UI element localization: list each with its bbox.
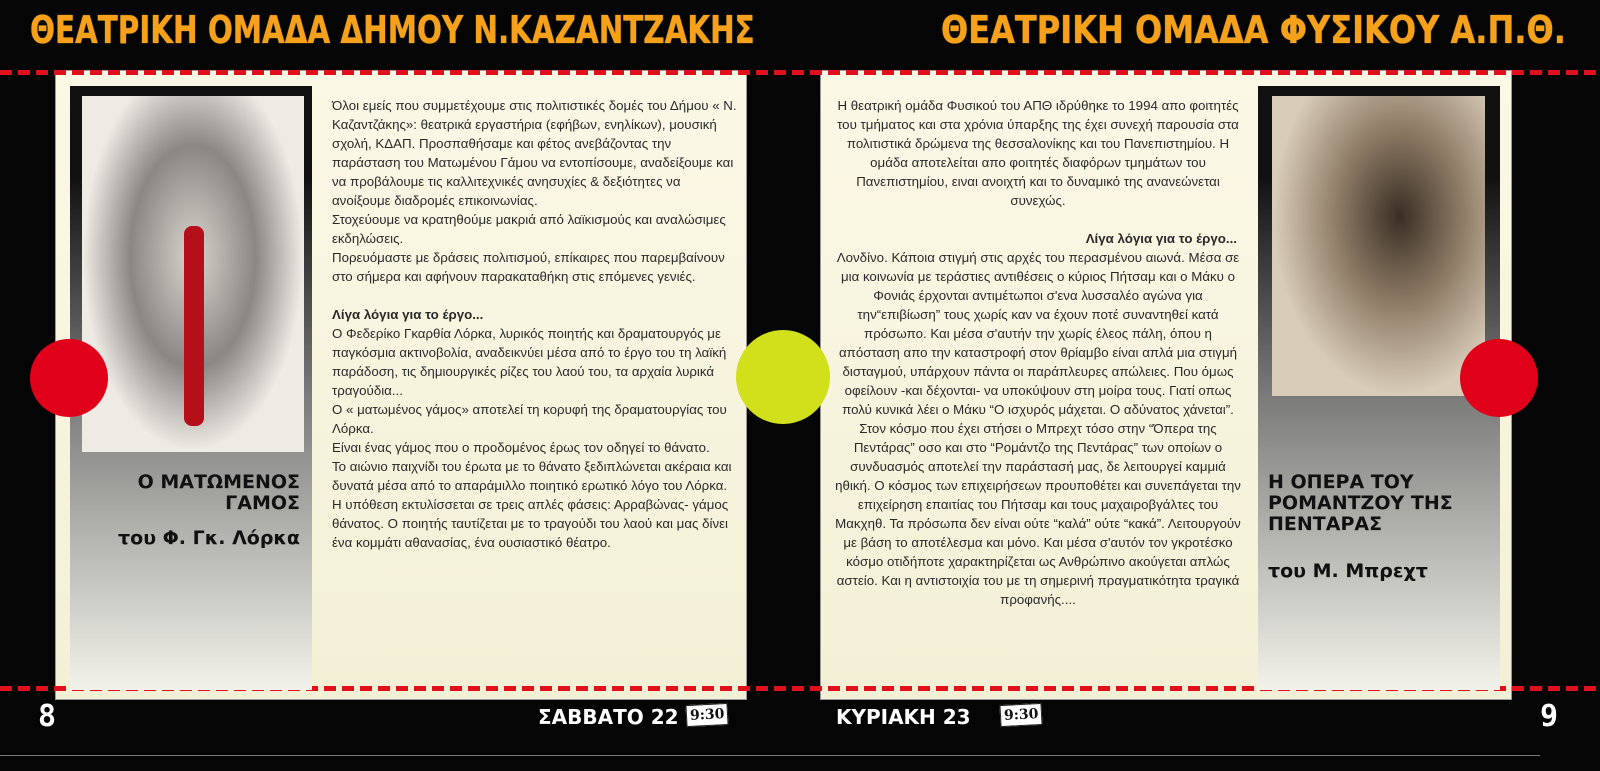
left-day-label: ΣΑΒΒΑΤΟ 22	[538, 705, 679, 729]
left-intro: Όλοι εμείς που συμμετέχουμε στις πολιτιστικές δομές του Δήμου « Ν. Καζαντζάκης»: θεατρικά εργαστήρια (εφήβων, ενηλίκων), μουσική σχολή, ΚΔΑΠ. Προσπαθήσαμε και φέτος ανεβάζοντας την παράσταση του Ματωμένου Γάμου να εντοπίσουμε, αναδείξουμε και να προβάλουμε τις καλλιτεχνικές ανησυχίες & δεξιότητες να ανοίξουμε διαδρομές επικοινωνίας. Στοχεύουμε να κρατηθούμε μακριά από λαϊκισμούς και αναλώσιμες εκδηλώσεις. Πορευόμαστε με δράσεις πολιτισμού, επίκαιρες που παρεμβαίνουν στο σήμερα και αφήνουν παρακαταθήκη στις επόμενες γενιές.	[332, 98, 737, 284]
right-page-number: 9	[1540, 699, 1559, 734]
right-day-label: ΚΥΡΙΑΚΗ 23	[836, 705, 971, 729]
bloody-wedding-artwork	[82, 96, 304, 452]
left-poster-caption	[78, 472, 300, 549]
left-body: Ο Φεδερίκο Γκαρθία Λόρκα, λυρικός ποιητής και δραματουργός με παγκόσμια ακτινοβολία, αναδεικνύει μέσα από το έργο του τη λαϊκή παράδοση, τις δημιουργικές ρίζες του λαού του, τα αρχαία λυρικά τραγούδια... Ο « ματωμένος γάμος» αποτελεί τη κορυφή της δραματουργίας του Λόρκα. Είναι ένας γάμος που ο προδομένος έρως τον οδηγεί το θάνατο. Το αιώνιο παιχνίδι του έρωτα με το θάνατο ξεδιπλώνεται ακέραια και δυνατά μέσα από το απαράμιλλο ποιητικό ερωτικό λόγο του Λόρκα. Η υπόθεση εκτυλίσσεται σε τρεις απλές φάσεις: Αρραβώνας- γάμος θάνατος. Ο ποιητής ταυτίζεται με το τραγούδι του λαού και μας δίνει ένα κομμάτι αθανασίας, ένα ουσιαστικό θέατρο.	[332, 326, 732, 550]
top-dashed-divider	[0, 70, 1600, 75]
left-page-title: ΘΕΑΤΡΙΚΗ ΟΜΑΔΑ ΔΗΜΟΥ Ν.ΚΑΖΑΝΤΖΑΚΗΣ	[30, 8, 755, 52]
green-circle-decoration	[736, 330, 830, 424]
right-body: Λονδίνο. Κάποια στιγμή στις αρχές του περασμένου αιωνά. Μέσα σε μια κοινωνία με τεράστιες αντιθέσεις ο κύριος Πήτσαμ και ο Μάκυ ο Φονιάς έρχονται αντιμέτωποι σ'ενα λυσσαλέο αγώνα για την“επιβίωση” τους χωρίς καν να έχουν ποτέ συναντηθεί κατά πρόσωπο. Και μέσα σ'αυτήν την χωρίς έλεος πάλη, όπου η απόσταση απο την καταστροφή στον θρίαμβο είναι απλά μια στιγμή δισταγμού, υπάρχουν πάντα οι παράπλευρες απώλειες. Που όμως οφείλουν -και δέχονται- να υποκύψουν στη μοίρα τους. Γιατί οπως πολύ κυνικά λέει ο Μάκυ “Ο ισχυρός μάχεται. Ο αδύνατος χάνεται”. Στον κόσμο που έχει στήσει ο Μπρεχτ τόσο στην “Όπερα της Πεντάρας” οσο και στο “Ρομάντζο της Πεντάρας” των οποίων ο συνδυασμός αποτελεί την παράστασή μας, δε λειτουργεί καμμιά ηθική. Ο κόσμος των επιχειρήσεων προυποθέτει και συνεπάγεται την επιχείρηση επαιτίας του Πήτσαμ και τους μαχαιροβγάλτες του Μακχηθ. Τα πρόσωπα δεν είναι ούτε “καλά” ούτε “κακά”. Λειτουργούν με βάση το αποτέλεσμα και μόνο. Και μέσα σ'αυτόν τον γκροτέσκο κόσμο οτιδήποτε χαρακτηρίζεται ως Ανθρώπινο ακούγεται απλώς αστείο. Και η αντιστοιχία του με τη σημερινή πραγματικότητα τραγικά προφανής....	[835, 250, 1241, 607]
right-article	[833, 96, 1243, 609]
right-poster-caption	[1268, 472, 1490, 582]
left-page-number: 8	[38, 699, 57, 734]
right-page-title: ΘΕΑΤΡΙΚΗ ΟΜΑΔΑ ΦΥΣΙΚΟΥ Α.Π.Θ.	[941, 8, 1566, 52]
left-poster-author: του Φ. Γκ. Λόρκα	[118, 527, 300, 549]
left-heading: Λίγα λόγια για το έργο...	[332, 307, 484, 322]
left-article	[332, 96, 740, 552]
right-time-badge: 9:30	[999, 703, 1042, 727]
left-poster-title: Ο ΜΑΤΩΜΕΝΟΣ ΓΑΜΟΣ	[137, 471, 300, 514]
left-time-badge: 9:30	[685, 703, 728, 727]
right-intro: Η θεατρική ομάδα Φυσικού του ΑΠΘ ιδρύθηκε το 1994 απο φοιτητές του τμήματος και στα χρόνια ύπαρξης της έχει συνεχή παρουσία στα πολιτιστικά δρώμενα της θεσσαλονίκης και του Πανεπιστημίου. Η ομάδα αποτελείται απο φοιτητές διαφόρων τμημάτων του Πανεπιστημίου, ειναι ανοιχτή και το δυναμικό της ανανεώνεται συνεχώς.	[837, 98, 1239, 208]
right-poster-author: του Μ. Μπρεχτ	[1268, 560, 1428, 582]
threepenny-opera-artwork	[1272, 96, 1485, 396]
right-poster-title: Η ΟΠΕΡΑ ΤΟΥ ΡΟΜΑΝΤΖΟΥ ΤΗΣ ΠΕΝΤΑΡΑΣ	[1268, 471, 1453, 535]
red-circle-decoration	[30, 339, 108, 417]
right-heading: Λίγα λόγια για το έργο...	[1085, 231, 1237, 246]
bottom-rule	[0, 755, 1540, 756]
red-circle-decoration	[1460, 339, 1538, 417]
